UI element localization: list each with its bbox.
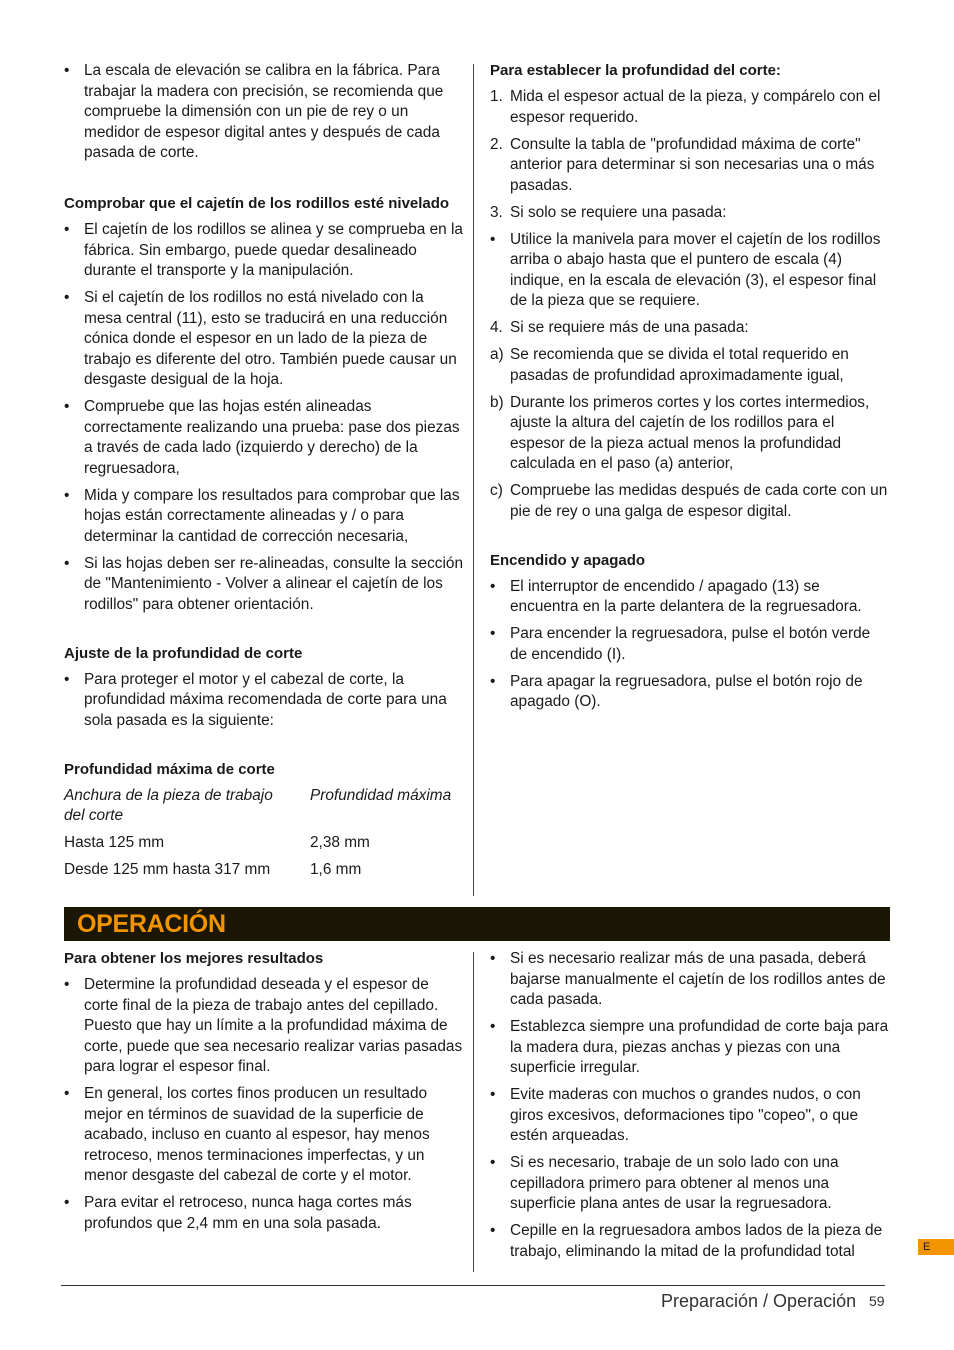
power-bullet: [490, 672, 890, 713]
table-cell: Hasta 125 mm: [64, 834, 165, 851]
results-bullet: [490, 1017, 890, 1079]
step-text: Consulte la tabla de "profundidad máxima de corte" anterior para determinar si son necesarias una o más pasadas.: [510, 135, 875, 194]
table-cell: 1,6 mm: [310, 861, 362, 878]
bullet-text: Si es necesario, trabaje de un solo lado con una cepilladora primero para obtener al menos una superficie plana antes de usar la regruesadora.: [510, 1154, 839, 1212]
step-text: Mida el espesor actual de la pieza, y compárelo con el espesor requerido.: [510, 88, 881, 126]
depth-table: [64, 786, 464, 881]
bullet-marker: •: [64, 1194, 70, 1211]
step-marker: 4.: [490, 319, 503, 336]
heading-depth-adjust: Ajuste de la profundidad de corte: [64, 644, 303, 662]
heading-best-results: Para obtener los mejores resultados: [64, 950, 324, 967]
step-marker: b): [490, 393, 504, 411]
bullet-text: Establezca siempre una profundidad de corte baja para la madera dura, piezas anchas y piezas con una superficie irregular.: [510, 1018, 889, 1076]
depth-bullet: [64, 670, 464, 732]
top-right-column: [490, 61, 890, 719]
bullet-text: Si es necesario realizar más de una pasada, deberá bajarse manualmente el cajetín de los rodillos antes de cada pasada.: [510, 950, 886, 1008]
step-text: Se recomienda que se divida el total requerido en pasadas de profundidad aproximadamente igual,: [510, 346, 849, 384]
bullet-text: Si el cajetín de los rodillos no está nivelado con la mesa central (11), esto se traducirá en una reducción cónica donde el espesor en un lado de la pieza de trabajo es diferente del otro. También puede causar un desgaste desigual de la hoja.: [84, 289, 457, 388]
results-bullet: [64, 1193, 464, 1234]
bullet-marker: •: [490, 625, 496, 642]
bullet-marker: •: [64, 62, 70, 79]
table-header-depth: Profundidad máxima: [310, 786, 452, 804]
results-bullet: [64, 1084, 464, 1187]
page-number: 59: [869, 1293, 885, 1309]
step-marker: 2.: [490, 135, 503, 153]
column-divider: [473, 952, 474, 1272]
bullet-text: Compruebe que las hojas estén alineadas correctamente realizando una prueba: pase dos piezas a través de cada lado (izquierdo y derecho) de la regruesadora,: [84, 398, 460, 477]
step-item: [490, 203, 890, 224]
bullet-marker: •: [490, 1222, 496, 1239]
bullet-marker: •: [64, 554, 70, 572]
bottom-left-column: [64, 949, 464, 1241]
step-text: Utilice la manivela para mover el cajetín de los rodillos arriba o abajo hasta que el puntero de escala (4) indique, en la escala de elevación (3), el espesor final de la pieza que se requiere.: [510, 230, 881, 309]
step-marker: •: [490, 230, 496, 248]
results-bullet: [64, 975, 464, 1078]
heading-level-check: Comprobar que el cajetín de los rodillos esté nivelado: [64, 195, 450, 212]
step-marker: c): [490, 482, 503, 499]
footer-rule: [61, 1285, 885, 1286]
level-bullet: [64, 288, 464, 391]
top-left-column: [64, 61, 464, 881]
bullet-text: Para apagar la regruesadora, pulse el botón rojo de apagado (O).: [510, 672, 863, 710]
step-text: Si se requiere más de una pasada:: [510, 319, 749, 336]
level-bullet: [64, 486, 464, 548]
bullet-text: El cajetín de los rodillos se alinea y se comprueba en la fábrica. Sin embargo, puede quedar desalineado durante el transporte y la manipulación.: [84, 221, 463, 279]
step-marker: a): [490, 346, 504, 363]
table-header-width: Anchura de la pieza de trabajo del corte: [64, 786, 273, 824]
level-bullet: [64, 397, 464, 479]
step-marker: 3.: [490, 203, 503, 221]
table-title: Profundidad máxima de corte: [64, 760, 275, 778]
step-text: Si solo se requiere una pasada:: [510, 203, 727, 221]
bullet-text: En general, los cortes finos producen un resultado mejor en términos de suavidad de la superficie de acabado, incluso en cuanto al espesor, hay menos retroceso, menos terminaciones imperfectas, y un menor desgaste del cabezal de corte y el motor.: [84, 1085, 430, 1184]
heading-power: Encendido y apagado: [490, 551, 646, 569]
bullet-marker: •: [64, 486, 70, 504]
step-item: [490, 230, 890, 312]
step-marker: 1.: [490, 88, 503, 105]
bullet-text: Mida y compare los resultados para comprobar que las hojas están correctamente alineadas y / o para determinar la cantidad de corrección necesaria,: [84, 486, 460, 545]
results-bullet: [490, 1085, 890, 1147]
language-tab: [918, 1239, 954, 1255]
step-item: [490, 135, 890, 197]
bullet-marker: •: [64, 289, 70, 306]
step-item: [490, 87, 890, 128]
step-text: Compruebe las medidas después de cada corte con un pie de rey o una galga de espesor digital.: [510, 482, 888, 520]
table-cell: Desde 125 mm hasta 317 mm: [64, 861, 271, 878]
bullet-text: La escala de elevación se calibra en la fábrica. Para trabajar la madera con precisión, se recomienda que compruebe la dimensión con un pie de rey o un medidor de espesor digital antes y después de cada pasada de corte.: [84, 62, 444, 161]
intro-bullet: [64, 61, 464, 164]
results-bullet: [490, 1153, 890, 1215]
bullet-marker: •: [490, 1018, 496, 1035]
bullet-marker: •: [490, 1154, 496, 1171]
bullet-marker: •: [490, 1086, 496, 1103]
step-item: [490, 393, 890, 475]
bullet-text: Para proteger el motor y el cabezal de corte, la profundidad máxima recomendada de corte para una sola pasada es la siguiente:: [84, 670, 447, 729]
bullet-text: El interruptor de encendido / apagado (13) se encuentra en la parte delantera de la regruesadora.: [510, 577, 862, 615]
bullet-marker: •: [490, 672, 496, 690]
bullet-marker: •: [64, 1085, 70, 1102]
language-tab-label: E: [923, 1241, 931, 1253]
table-cell: 2,38 mm: [310, 834, 370, 851]
level-bullet: [64, 554, 464, 616]
bullet-text: Si las hojas deben ser re-alineadas, consulte la sección de "Mantenimiento - Volver a alinear el cajetín de los rodillos" para obtener orientación.: [84, 554, 464, 613]
bullet-marker: •: [64, 976, 70, 993]
step-item: [490, 481, 890, 522]
bullet-text: Cepille en la regruesadora ambos lados de la pieza de trabajo, eliminando la mitad de la profundidad total: [510, 1222, 883, 1260]
bullet-text: Para encender la regruesadora, pulse el botón verde de encendido (I).: [510, 625, 871, 663]
bullet-marker: •: [490, 577, 496, 595]
section-banner: [64, 907, 890, 941]
footer-section-title: Preparación / Operación: [661, 1291, 857, 1311]
results-bullet: [490, 1221, 890, 1262]
power-bullet: [490, 624, 890, 665]
section-title: OPERACIÓN: [77, 910, 226, 938]
bullet-text: Determine la profundidad deseada y el espesor de corte final de la pieza de trabajo antes del cepillado. Puesto que hay un límite a la profundidad máxima de corte, puede que sea necesario realizar varias pasadas para lograr el espesor final.: [84, 976, 463, 1075]
heading-set-depth: Para establecer la profundidad del corte:: [490, 62, 781, 79]
bullet-marker: •: [64, 670, 70, 688]
bottom-right-column: [490, 949, 890, 1269]
bullet-text: Para evitar el retroceso, nunca haga cortes más profundos que 2,4 mm en una sola pasada.: [84, 1194, 412, 1232]
step-item: [490, 318, 890, 339]
bullet-marker: •: [64, 221, 70, 238]
level-bullet: [64, 220, 464, 282]
bullet-marker: •: [64, 398, 70, 415]
results-bullet: [490, 949, 890, 1011]
power-bullet: [490, 577, 890, 618]
step-text: Durante los primeros cortes y los cortes intermedios, ajuste la altura del cajetín de los rodillos para el espesor de la pieza actual menos la profundidad calculada en el paso (a) anterior,: [510, 393, 870, 472]
step-item: [490, 345, 890, 386]
column-divider: [473, 64, 474, 896]
bullet-marker: •: [490, 950, 496, 967]
bullet-text: Evite maderas con muchos o grandes nudos, o con giros excesivos, deformaciones tipo "copeo", o que estén arqueadas.: [510, 1086, 861, 1144]
